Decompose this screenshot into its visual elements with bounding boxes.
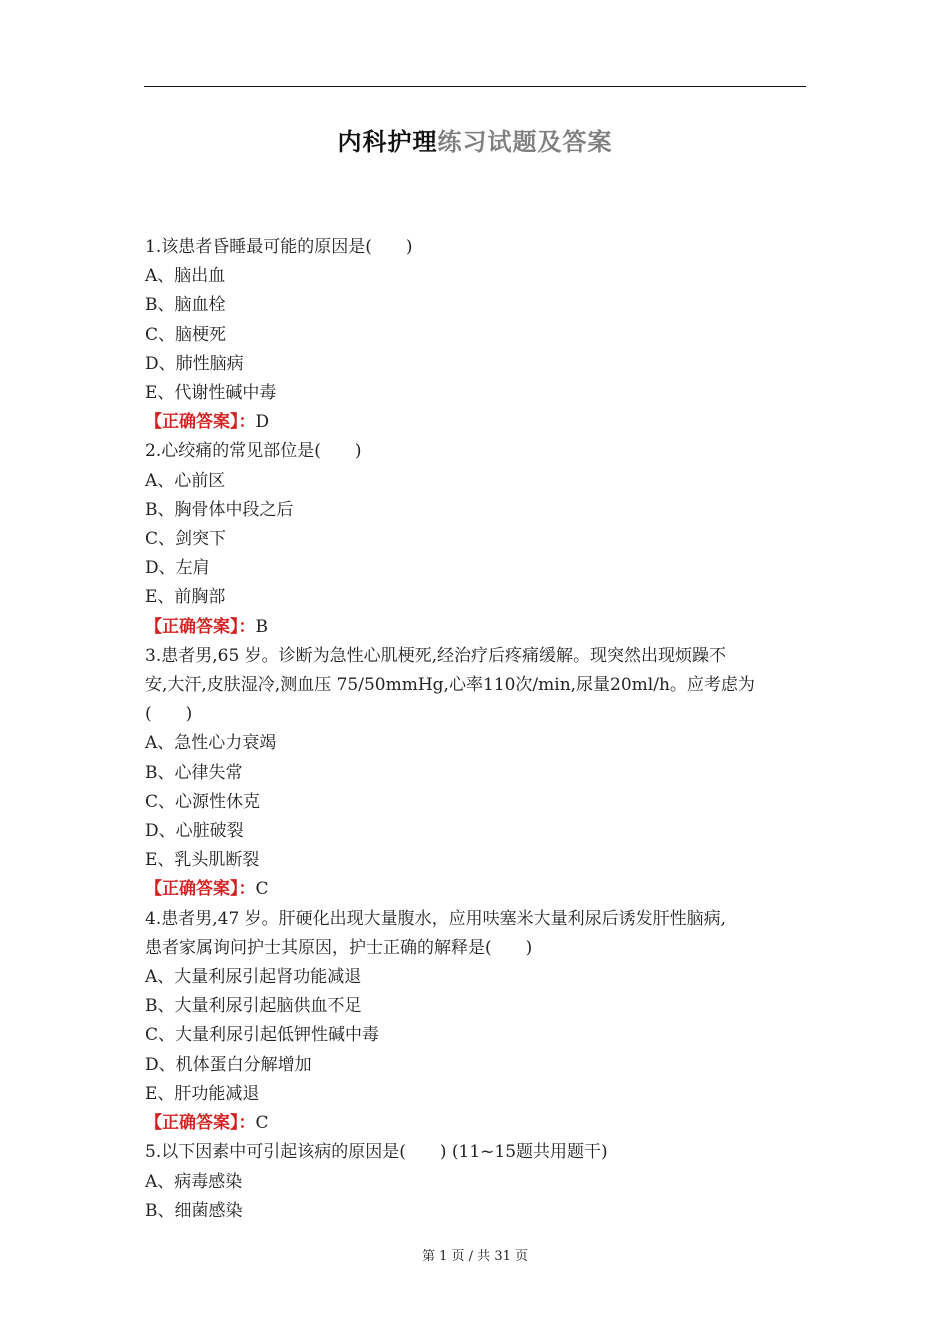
option-1c: C、脑梗死 <box>145 324 227 345</box>
page-footer: 第 1 页 / 共 31 页 <box>422 1249 528 1264</box>
question-stem-3-line-2: 安,大汗,皮肤湿冷,测血压 75/50mmHg,心率110次/min,尿量20ml/h。应考虑为 <box>145 675 755 696</box>
option-3e: E、乳头肌断裂 <box>145 850 260 871</box>
answer-value-1: D <box>255 412 270 433</box>
title-black-part: 内科护理 <box>337 127 438 156</box>
question-stem-3-line-1: 3.患者男,65 岁。诊断为急性心肌梗死,经治疗后疼痛缓解。现突然出现烦躁不 <box>145 645 727 666</box>
option-5b: B、细菌感染 <box>145 1200 243 1221</box>
answer-label: 【正确答案】： <box>145 616 256 637</box>
option-4d: D、机体蛋白分解增加 <box>145 1054 312 1075</box>
question-stem-4-line-2: 患者家属询问护士其原因，护士正确的解释是( ) <box>145 937 533 958</box>
option-1a: A、脑出血 <box>145 266 226 287</box>
question-stem-2: 2.心绞痛的常见部位是( ) <box>145 441 362 462</box>
answer-4 <box>145 1109 807 1138</box>
option-2b: B、胸骨体中段之后 <box>145 499 294 520</box>
answer-3 <box>145 875 807 904</box>
option-4a: A、大量利尿引起肾功能减退 <box>145 967 362 988</box>
option-1b: B、脑血栓 <box>145 295 226 316</box>
option-2c: C、剑突下 <box>145 529 227 550</box>
option-4e: E、肝功能减退 <box>145 1083 260 1104</box>
option-2e: E、前胸部 <box>145 587 226 608</box>
question-stem-4-line-1: 4.患者男,47 岁。肝硬化出现大量腹水，应用呋塞米大量利尿后诱发肝性脑病, <box>145 908 727 929</box>
option-1d: D、肺性脑病 <box>145 353 244 374</box>
option-1e: E、代谢性碱中毒 <box>145 383 277 404</box>
option-4b: B、大量利尿引起脑供血不足 <box>145 996 362 1017</box>
option-5a: A、病毒感染 <box>145 1171 243 1192</box>
option-3b: B、心律失常 <box>145 762 243 783</box>
answer-value-3: C <box>255 879 269 900</box>
answer-label: 【正确答案】： <box>145 412 256 433</box>
question-stem-1: 1.该患者昏睡最可能的原因是( ) <box>145 237 413 257</box>
option-3c: C、心源性休克 <box>145 791 261 812</box>
answer-2 <box>145 613 807 642</box>
answer-1 <box>145 408 807 437</box>
question-stem-3-line-3: ( ) <box>145 704 193 725</box>
question-stem-5: 5.以下因素中可引起该病的原因是( ) (11~15题共用题干) <box>145 1142 608 1163</box>
answer-label: 【正确答案】： <box>145 879 256 900</box>
question-list <box>145 233 807 1226</box>
answer-label: 【正确答案】： <box>145 1113 256 1134</box>
option-3d: D、心脏破裂 <box>145 821 244 842</box>
option-2d: D、左肩 <box>145 558 210 579</box>
header-rule <box>144 86 806 87</box>
option-2a: A、心前区 <box>145 470 226 491</box>
option-3a: A、急性心力衰竭 <box>145 733 277 754</box>
answer-value-4: C <box>255 1113 269 1134</box>
page-title <box>0 122 950 157</box>
answer-value-2: B <box>255 616 268 637</box>
title-gray-part: 练习试题及答案 <box>437 127 613 156</box>
option-4c: C、大量利尿引起低钾性碱中毒 <box>145 1025 380 1046</box>
